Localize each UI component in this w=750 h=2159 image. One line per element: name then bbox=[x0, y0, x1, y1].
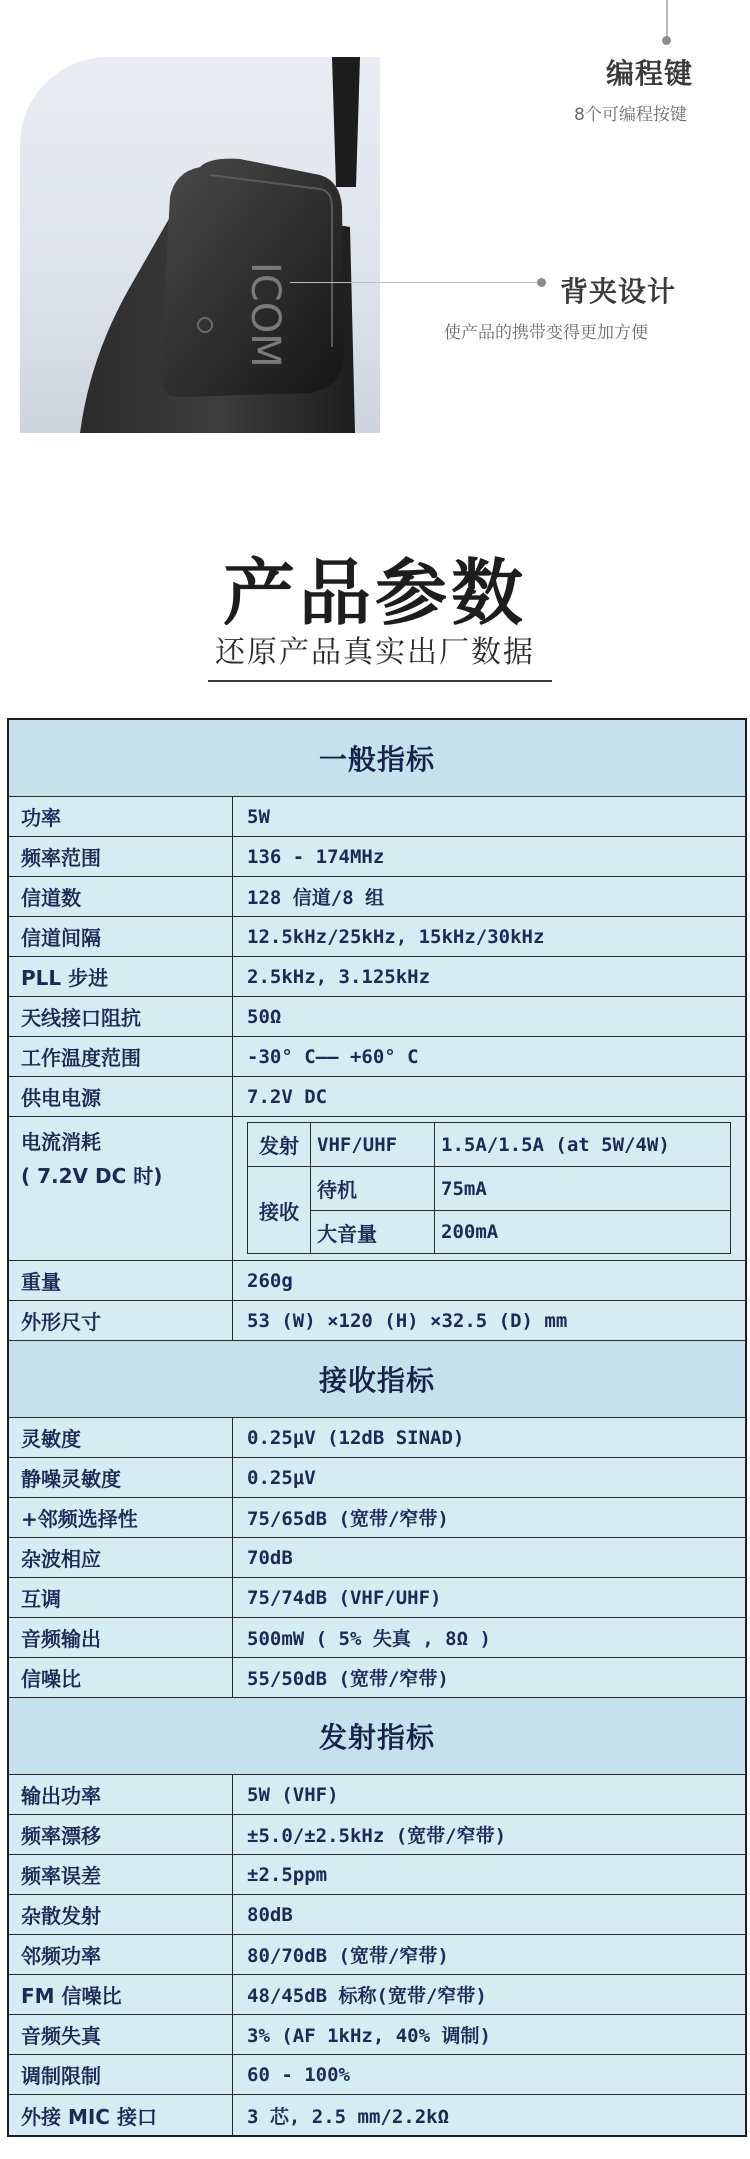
spec-value: 53 (W) ×120 (H) ×32.5 (D) mm bbox=[247, 1309, 568, 1332]
spec-label: 工作温度范围 bbox=[9, 1037, 233, 1076]
spec-row bbox=[9, 1301, 745, 1341]
spec-row bbox=[9, 1037, 745, 1077]
spec-row bbox=[9, 1458, 745, 1498]
spec-label: 频率误差 bbox=[9, 1855, 233, 1894]
spec-value: 48/45dB 标称(宽带/窄带) bbox=[247, 1985, 487, 2007]
spec-label: 杂散发射 bbox=[9, 1895, 233, 1934]
spec-value: 7.2V DC bbox=[247, 1085, 328, 1108]
spec-value: ±2.5ppm bbox=[247, 1863, 328, 1886]
spec-value: -30° C—— +60° C bbox=[247, 1045, 419, 1068]
spec-label: 调制限制 bbox=[9, 2055, 233, 2094]
spec-label: 供电电源 bbox=[9, 1077, 233, 1116]
spec-row bbox=[9, 917, 745, 957]
spec-label: 灵敏度 bbox=[9, 1418, 233, 1457]
callout-title-programming-keys: 编程键 bbox=[606, 57, 694, 90]
belt-clip-illustration bbox=[20, 57, 380, 433]
feature-hero bbox=[0, 0, 750, 470]
spec-row bbox=[9, 957, 745, 997]
spec-value: 80/70dB (宽带/窄带) bbox=[247, 1945, 449, 1967]
spec-row bbox=[9, 2055, 745, 2095]
current-values bbox=[311, 1123, 730, 1253]
tx-value: 1.5A/1.5A (at 5W/4W) bbox=[441, 1133, 670, 1156]
spec-row bbox=[9, 1975, 745, 2015]
current-detail-table bbox=[247, 1122, 731, 1254]
spec-value: 136 - 174MHz bbox=[247, 845, 385, 868]
callout-title-belt-clip: 背夹设计 bbox=[560, 275, 677, 308]
spec-row bbox=[9, 1855, 745, 1895]
spec-value: 70dB bbox=[247, 1546, 293, 1569]
spec-value: 5W bbox=[247, 805, 270, 828]
spec-value: 500mW ( 5% 失真 , 8Ω ) bbox=[247, 1628, 491, 1650]
section-subtitle: 还原产品真实出厂数据 bbox=[215, 635, 535, 670]
spec-value: 12.5kHz/25kHz, 15kHz/30kHz bbox=[247, 925, 545, 948]
spec-row bbox=[9, 1895, 745, 1935]
rx-label: 接收 bbox=[259, 1199, 299, 1224]
spec-value: 80dB bbox=[247, 1903, 293, 1926]
callout-dot bbox=[662, 36, 671, 45]
spec-label: 频率范围 bbox=[9, 837, 233, 876]
spec-label: PLL 步进 bbox=[9, 957, 233, 996]
spec-label: 信道数 bbox=[9, 877, 233, 916]
spec-label: FM 信噪比 bbox=[9, 1975, 233, 2014]
leader-line-top bbox=[666, 0, 668, 40]
spec-row bbox=[9, 1261, 745, 1301]
spec-row bbox=[9, 2015, 745, 2055]
spec-label: 重量 bbox=[9, 1261, 233, 1300]
spec-label: 音频失真 bbox=[9, 2015, 233, 2054]
section-title: 产品参数 bbox=[222, 551, 527, 635]
spec-value: 260g bbox=[247, 1269, 293, 1292]
current-row-max-volume bbox=[311, 1211, 730, 1253]
spec-row bbox=[9, 1775, 745, 1815]
spec-label: 杂波相应 bbox=[9, 1538, 233, 1577]
leader-line-clip bbox=[290, 282, 540, 283]
callout-subtitle-programming-keys: 8个可编程按键 bbox=[574, 105, 687, 125]
current-row-tx bbox=[311, 1123, 730, 1167]
spec-value: 128 信道/8 组 bbox=[247, 887, 385, 909]
spec-label: 邻频功率 bbox=[9, 1935, 233, 1974]
spec-value: 0.25μV bbox=[247, 1466, 316, 1489]
max-volume-value: 200mA bbox=[441, 1221, 499, 1243]
current-label-line2: ( 7.2V DC 时) bbox=[21, 1164, 163, 1188]
spec-value: 2.5kHz, 3.125kHz bbox=[247, 965, 431, 988]
callout-subtitle-belt-clip: 使产品的携带变得更加方便 bbox=[444, 323, 648, 343]
mode-column bbox=[248, 1123, 311, 1253]
spec-value: 55/50dB (宽带/窄带) bbox=[247, 1668, 449, 1690]
current-label-line1: 电流消耗 bbox=[21, 1130, 101, 1154]
max-volume-label: 大音量 bbox=[311, 1211, 435, 1253]
spec-row bbox=[9, 1658, 745, 1698]
spec-label: 频率漂移 bbox=[9, 1815, 233, 1854]
spec-row bbox=[9, 1498, 745, 1538]
spec-label: 信道间隔 bbox=[9, 917, 233, 956]
product-photo bbox=[20, 57, 380, 433]
spec-row bbox=[9, 2095, 745, 2135]
spec-row bbox=[9, 1077, 745, 1117]
spec-label bbox=[9, 1117, 233, 1260]
spec-label: 外接 MIC 接口 bbox=[9, 2095, 233, 2135]
spec-row bbox=[9, 837, 745, 877]
spec-label: +邻频选择性 bbox=[9, 1498, 233, 1537]
group-header-receive: 接收指标 bbox=[9, 1341, 745, 1418]
group-header-general: 一般指标 bbox=[9, 720, 745, 797]
current-row-standby bbox=[311, 1167, 730, 1211]
spec-row bbox=[9, 1578, 745, 1618]
spec-row bbox=[9, 1418, 745, 1458]
spec-table bbox=[7, 718, 747, 2137]
spec-value: 3% (AF 1kHz, 40% 调制) bbox=[247, 2025, 491, 2047]
spec-value: 75/74dB (VHF/UHF) bbox=[247, 1586, 442, 1609]
spec-label: 信噪比 bbox=[9, 1658, 233, 1697]
spec-row bbox=[9, 997, 745, 1037]
spec-value: ±5.0/±2.5kHz (宽带/窄带) bbox=[247, 1825, 507, 1847]
callout-dot bbox=[537, 278, 546, 287]
spec-value: 3 芯, 2.5 mm/2.2kΩ bbox=[247, 2105, 450, 2128]
tx-band: VHF/UHF bbox=[311, 1123, 435, 1166]
spec-row bbox=[9, 1815, 745, 1855]
spec-value: 0.25μV (12dB SINAD) bbox=[247, 1426, 465, 1449]
spec-value: 75/65dB (宽带/窄带) bbox=[247, 1508, 449, 1530]
brand-mark: ICOM bbox=[242, 262, 288, 368]
section-underline bbox=[208, 680, 552, 682]
spec-value: 60 - 100% bbox=[247, 2063, 350, 2086]
standby-label: 待机 bbox=[311, 1167, 435, 1210]
standby-value: 75mA bbox=[441, 1177, 487, 1200]
spec-row bbox=[9, 1935, 745, 1975]
current-detail-wrap bbox=[233, 1117, 745, 1260]
group-header-transmit: 发射指标 bbox=[9, 1698, 745, 1775]
spec-label: 外形尺寸 bbox=[9, 1301, 233, 1340]
tx-label: 发射 bbox=[248, 1123, 310, 1167]
spec-label: 互调 bbox=[9, 1578, 233, 1617]
spec-label: 静噪灵敏度 bbox=[9, 1458, 233, 1497]
spec-row bbox=[9, 1538, 745, 1578]
spec-value: 50Ω bbox=[247, 1005, 282, 1028]
spec-row bbox=[9, 1618, 745, 1658]
spec-row bbox=[9, 797, 745, 837]
spec-row-current bbox=[9, 1117, 745, 1261]
spec-row bbox=[9, 877, 745, 917]
spec-value: 5W (VHF) bbox=[247, 1783, 339, 1806]
spec-label: 天线接口阻抗 bbox=[9, 997, 233, 1036]
spec-label: 输出功率 bbox=[9, 1775, 233, 1814]
spec-label: 功率 bbox=[9, 797, 233, 836]
spec-label: 音频输出 bbox=[9, 1618, 233, 1657]
